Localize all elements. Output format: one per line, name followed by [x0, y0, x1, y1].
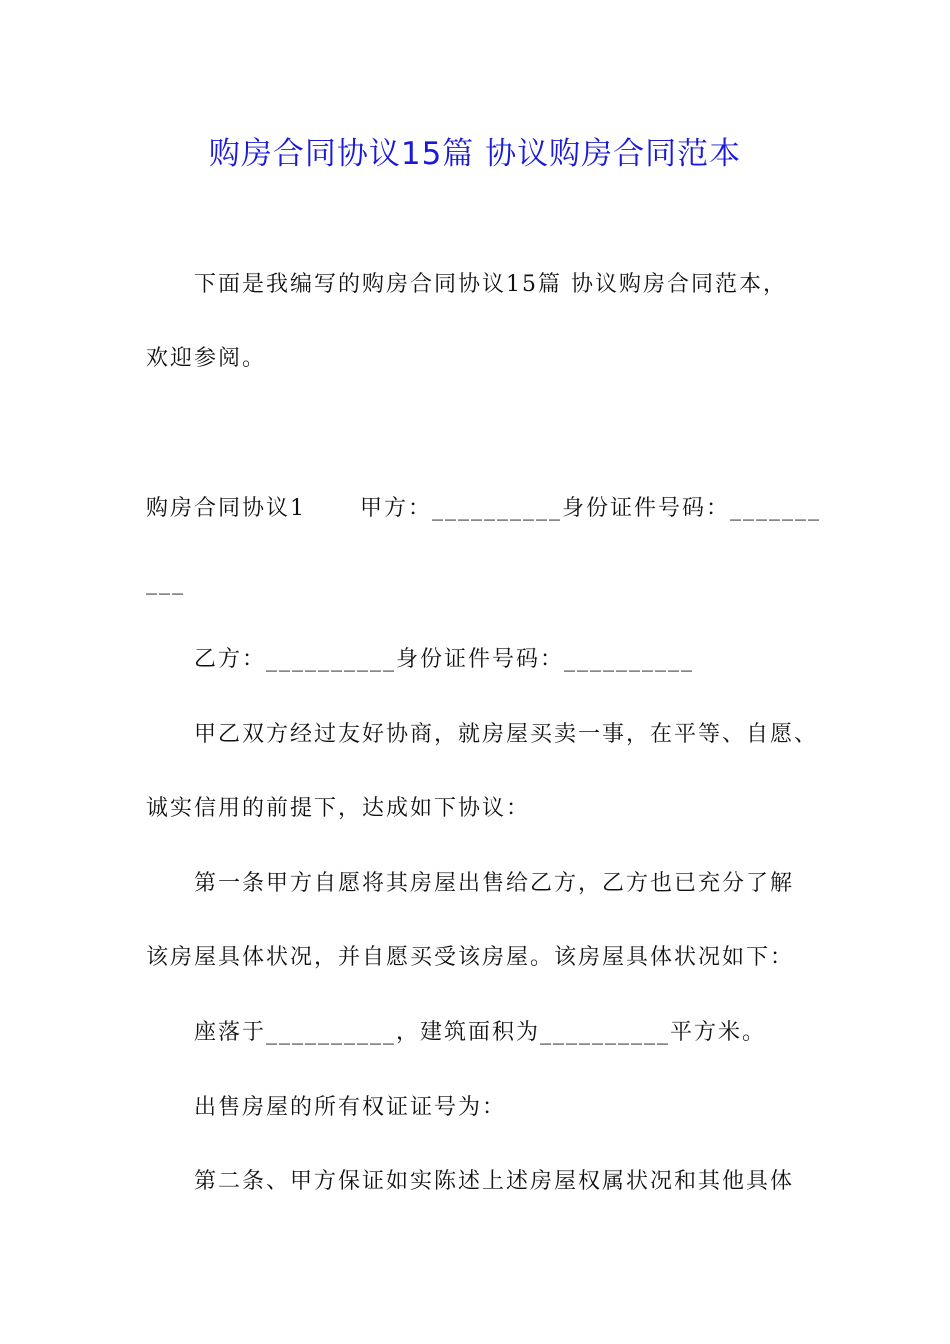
article-1-line-1: 第一条甲方自愿将其房屋出售给乙方，乙方也已充分了解	[194, 871, 795, 896]
article-1-line-2: 该房屋具体状况，并自愿买受该房屋。该房屋具体状况如下：	[146, 945, 795, 970]
document-title: 购房合同协议15篇 协议购房合同范本	[208, 136, 742, 172]
paragraph-line-1: 甲乙双方经过友好协商，就房屋买卖一事，在平等、自愿、	[194, 722, 819, 747]
party-b-line: 乙方：__________身份证件号码：__________	[194, 647, 695, 672]
intro-line-1: 下面是我编写的购房合同协议15篇 协议购房合同范本，	[194, 272, 787, 297]
property-location-line: 座落于__________，建筑面积为__________平方米。	[194, 1020, 767, 1045]
contract-heading-continuation: ___	[146, 570, 185, 595]
article-2-line-1: 第二条、甲方保证如实陈述上述房屋权属状况和其他具体	[194, 1169, 795, 1194]
contract-heading-line: 购房合同协议1 甲方：__________身份证件号码：_______	[146, 496, 821, 521]
paragraph-line-2: 诚实信用的前提下，达成如下协议：	[146, 796, 531, 821]
ownership-certificate-line: 出售房屋的所有权证证号为：	[194, 1095, 507, 1120]
intro-line-2: 欢迎参阅。	[146, 346, 267, 371]
